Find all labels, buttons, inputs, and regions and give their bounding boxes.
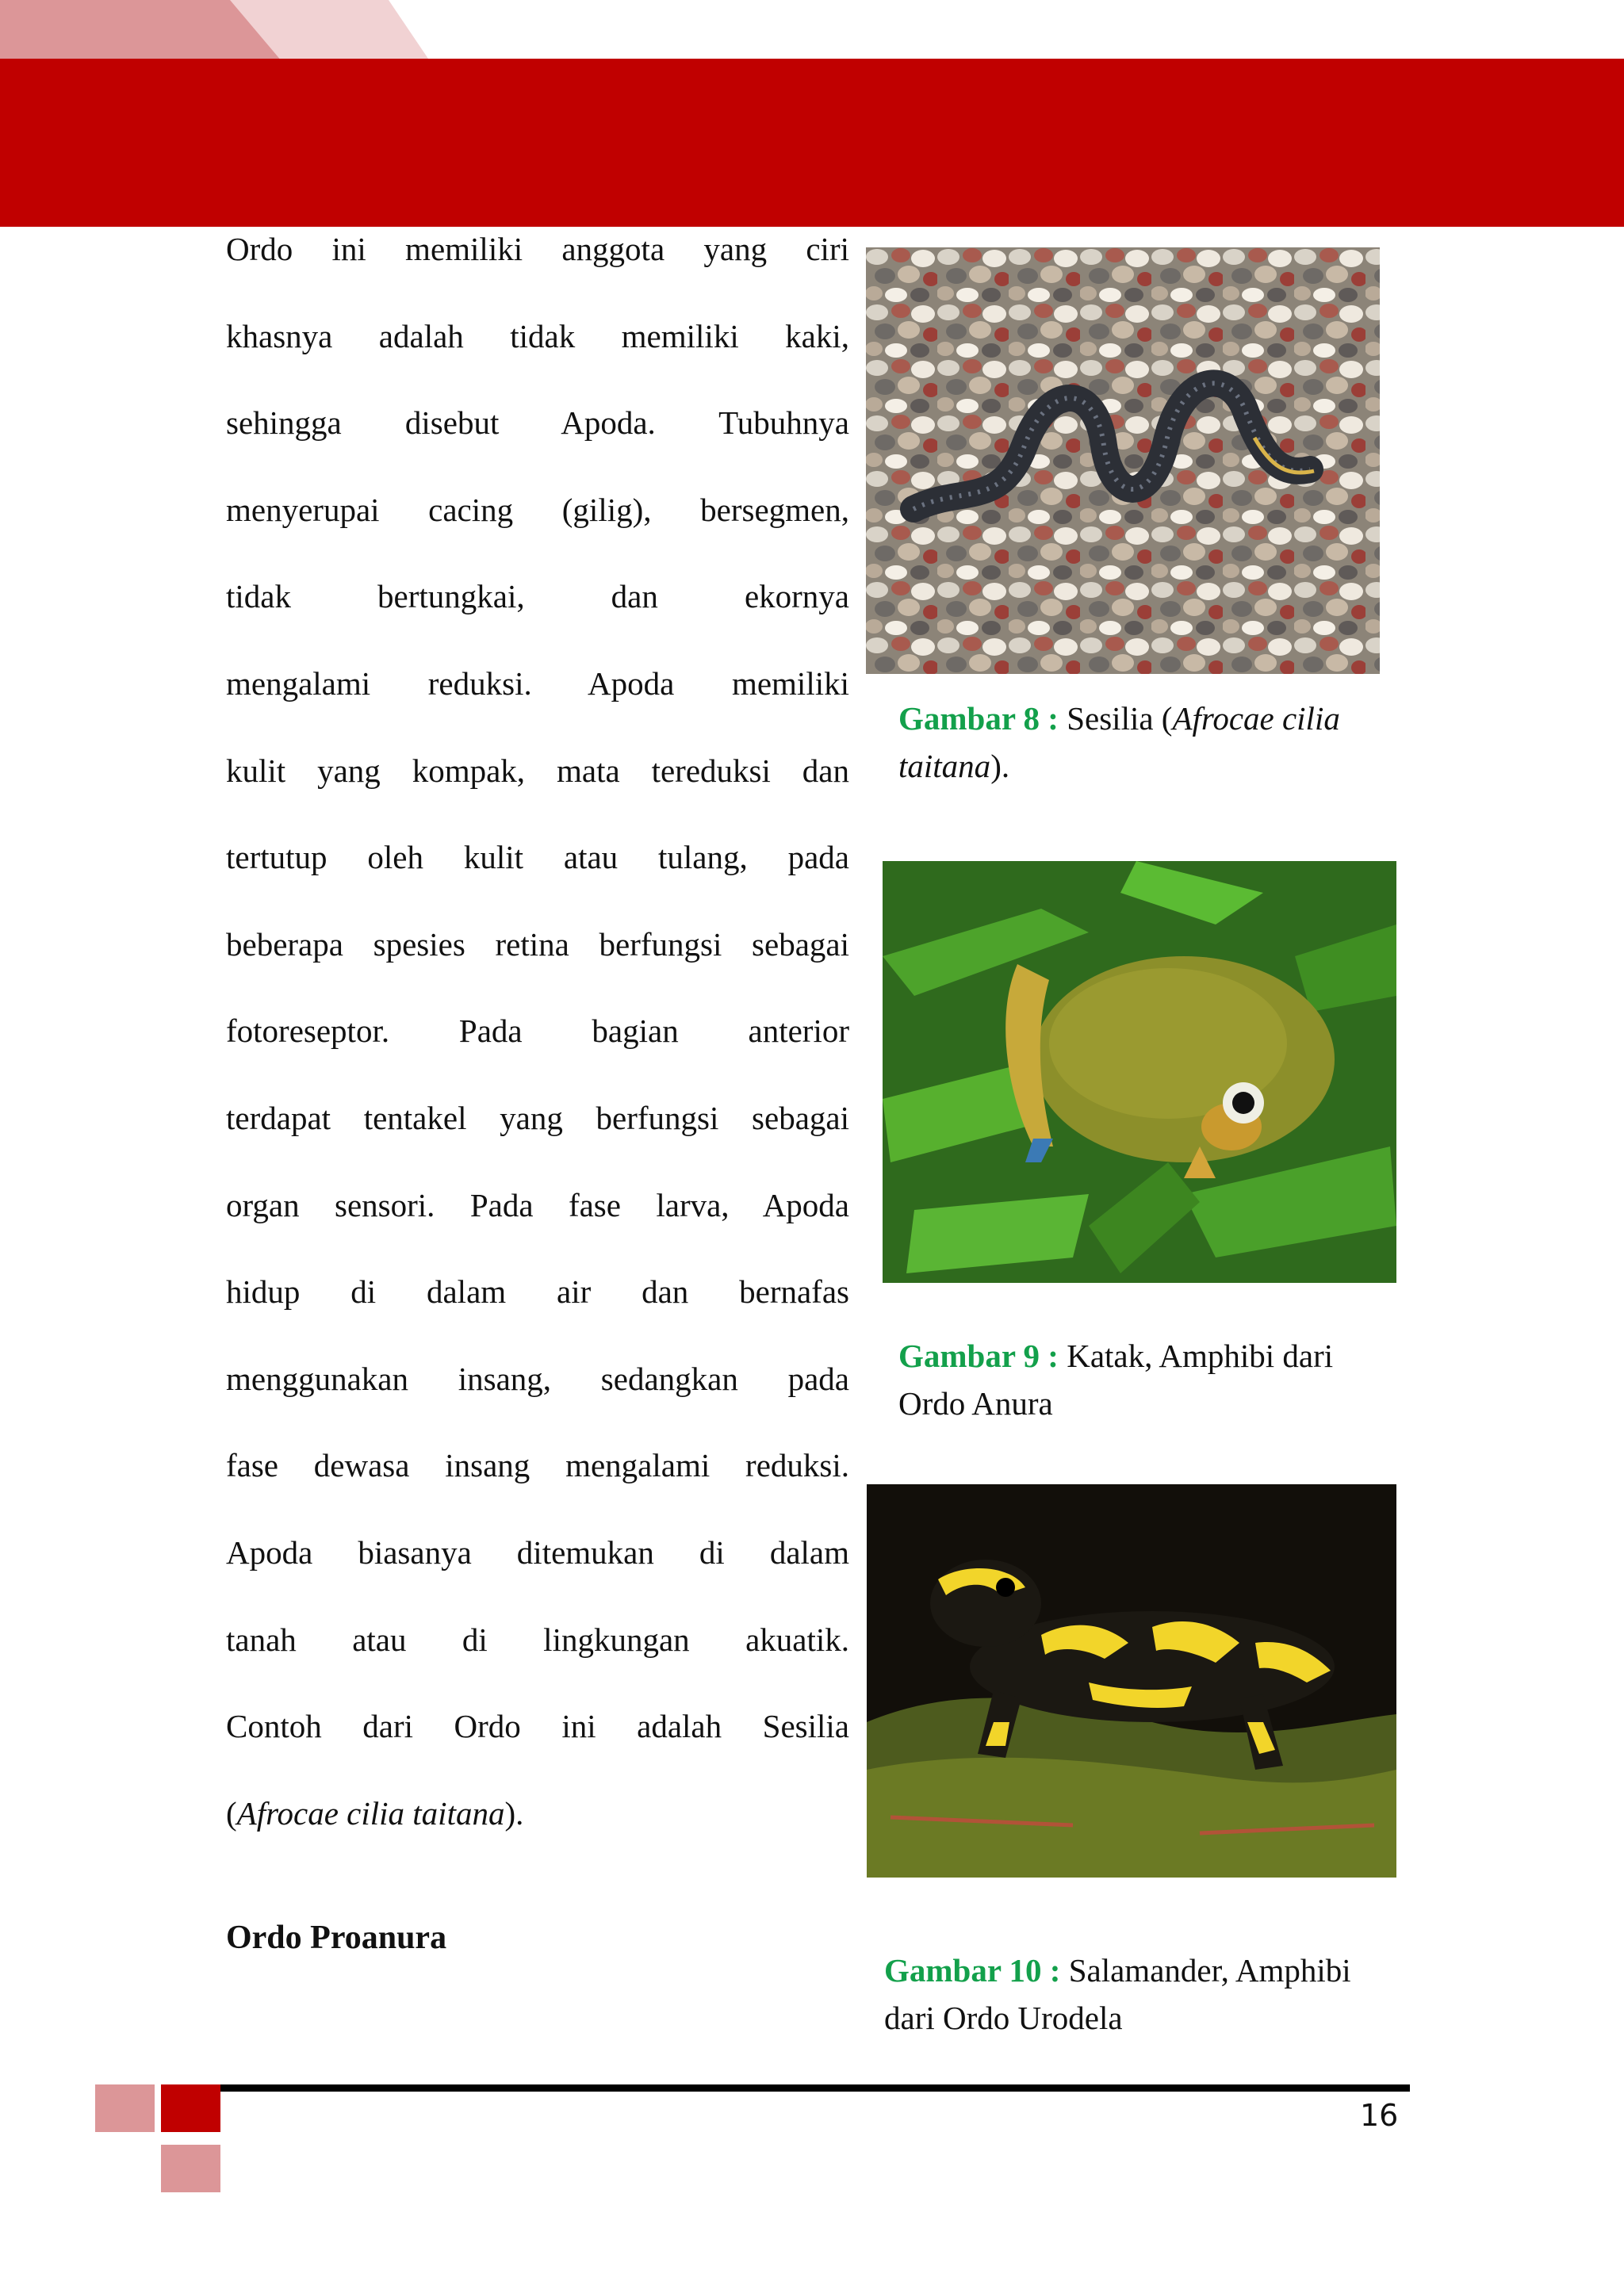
caption-label: Gambar 8 :: [898, 700, 1059, 737]
paragraph-line-last: (Afrocae cilia taitana).: [226, 1794, 524, 1832]
paragraph-line: fase dewasa insang mengalami reduksi.: [226, 1447, 849, 1484]
body-paragraph: [226, 220, 849, 1871]
footer-square-accent: [161, 2084, 220, 2132]
paragraph-line: Apoda biasanya ditemukan di dalam: [226, 1533, 849, 1571]
caption-label: Gambar 9 :: [898, 1338, 1059, 1374]
paragraph-line: menggunakan insang, sedangkan pada: [226, 1360, 849, 1397]
species-name: Afrocae cilia taitana: [236, 1794, 505, 1832]
caption-figure-8: Gambar 8 : Sesilia (Afrocae cilia taitana).: [898, 700, 1340, 784]
footer-square-light: [161, 2145, 220, 2192]
paragraph-line: organ sensori. Pada fase larva, Apoda: [226, 1186, 849, 1223]
paragraph-line: khasnya adalah tidak memiliki kaki,: [226, 317, 849, 354]
paragraph-line: Ordo ini memiliki anggota yang ciri: [226, 231, 849, 267]
header-bar: [0, 59, 1624, 227]
section-heading: Ordo Proanura: [226, 1920, 447, 1956]
paragraph-line: terdapat tentakel yang berfungsi sebagai: [226, 1099, 849, 1136]
caecilian-photo: [866, 247, 1380, 674]
paragraph-line: Contoh dari Ordo ini adalah Sesilia: [226, 1708, 849, 1745]
caption-figure-9: Gambar 9 : Katak, Amphibi dari Ordo Anura: [898, 1338, 1334, 1422]
paragraph-line: mengalami reduksi. Apoda memiliki: [226, 664, 849, 702]
paragraph-line: kulit yang kompak, mata tereduksi dan: [226, 752, 849, 789]
paragraph-line: tidak bertungkai, dan ekornya: [226, 578, 849, 615]
page-number: 16: [1360, 2098, 1399, 2133]
paragraph-line: beberapa spesies retina berfungsi sebagai: [226, 925, 849, 963]
footer-square-light: [95, 2084, 155, 2132]
paragraph-line: tertutup oleh kulit atau tulang, pada: [226, 839, 849, 876]
footer-rule: [217, 2084, 1410, 2092]
paragraph-line: hidup di dalam air dan bernafas: [226, 1273, 849, 1311]
salamander-photo: [867, 1484, 1396, 1878]
paragraph-line: fotoreseptor. Pada bagian anterior: [226, 1013, 849, 1050]
paragraph-line: tanah atau di lingkungan akuatik.: [226, 1621, 849, 1658]
caption-label: Gambar 10 :: [884, 1952, 1061, 1989]
paragraph-line: menyerupai cacing (gilig), bersegmen,: [226, 491, 849, 528]
paragraph-line: sehingga disebut Apoda. Tubuhnya: [226, 404, 849, 442]
frog-photo: [883, 861, 1396, 1283]
caption-figure-10: Gambar 10 : Salamander, Amphibi dari Ordo Urodela: [884, 1952, 1351, 2036]
